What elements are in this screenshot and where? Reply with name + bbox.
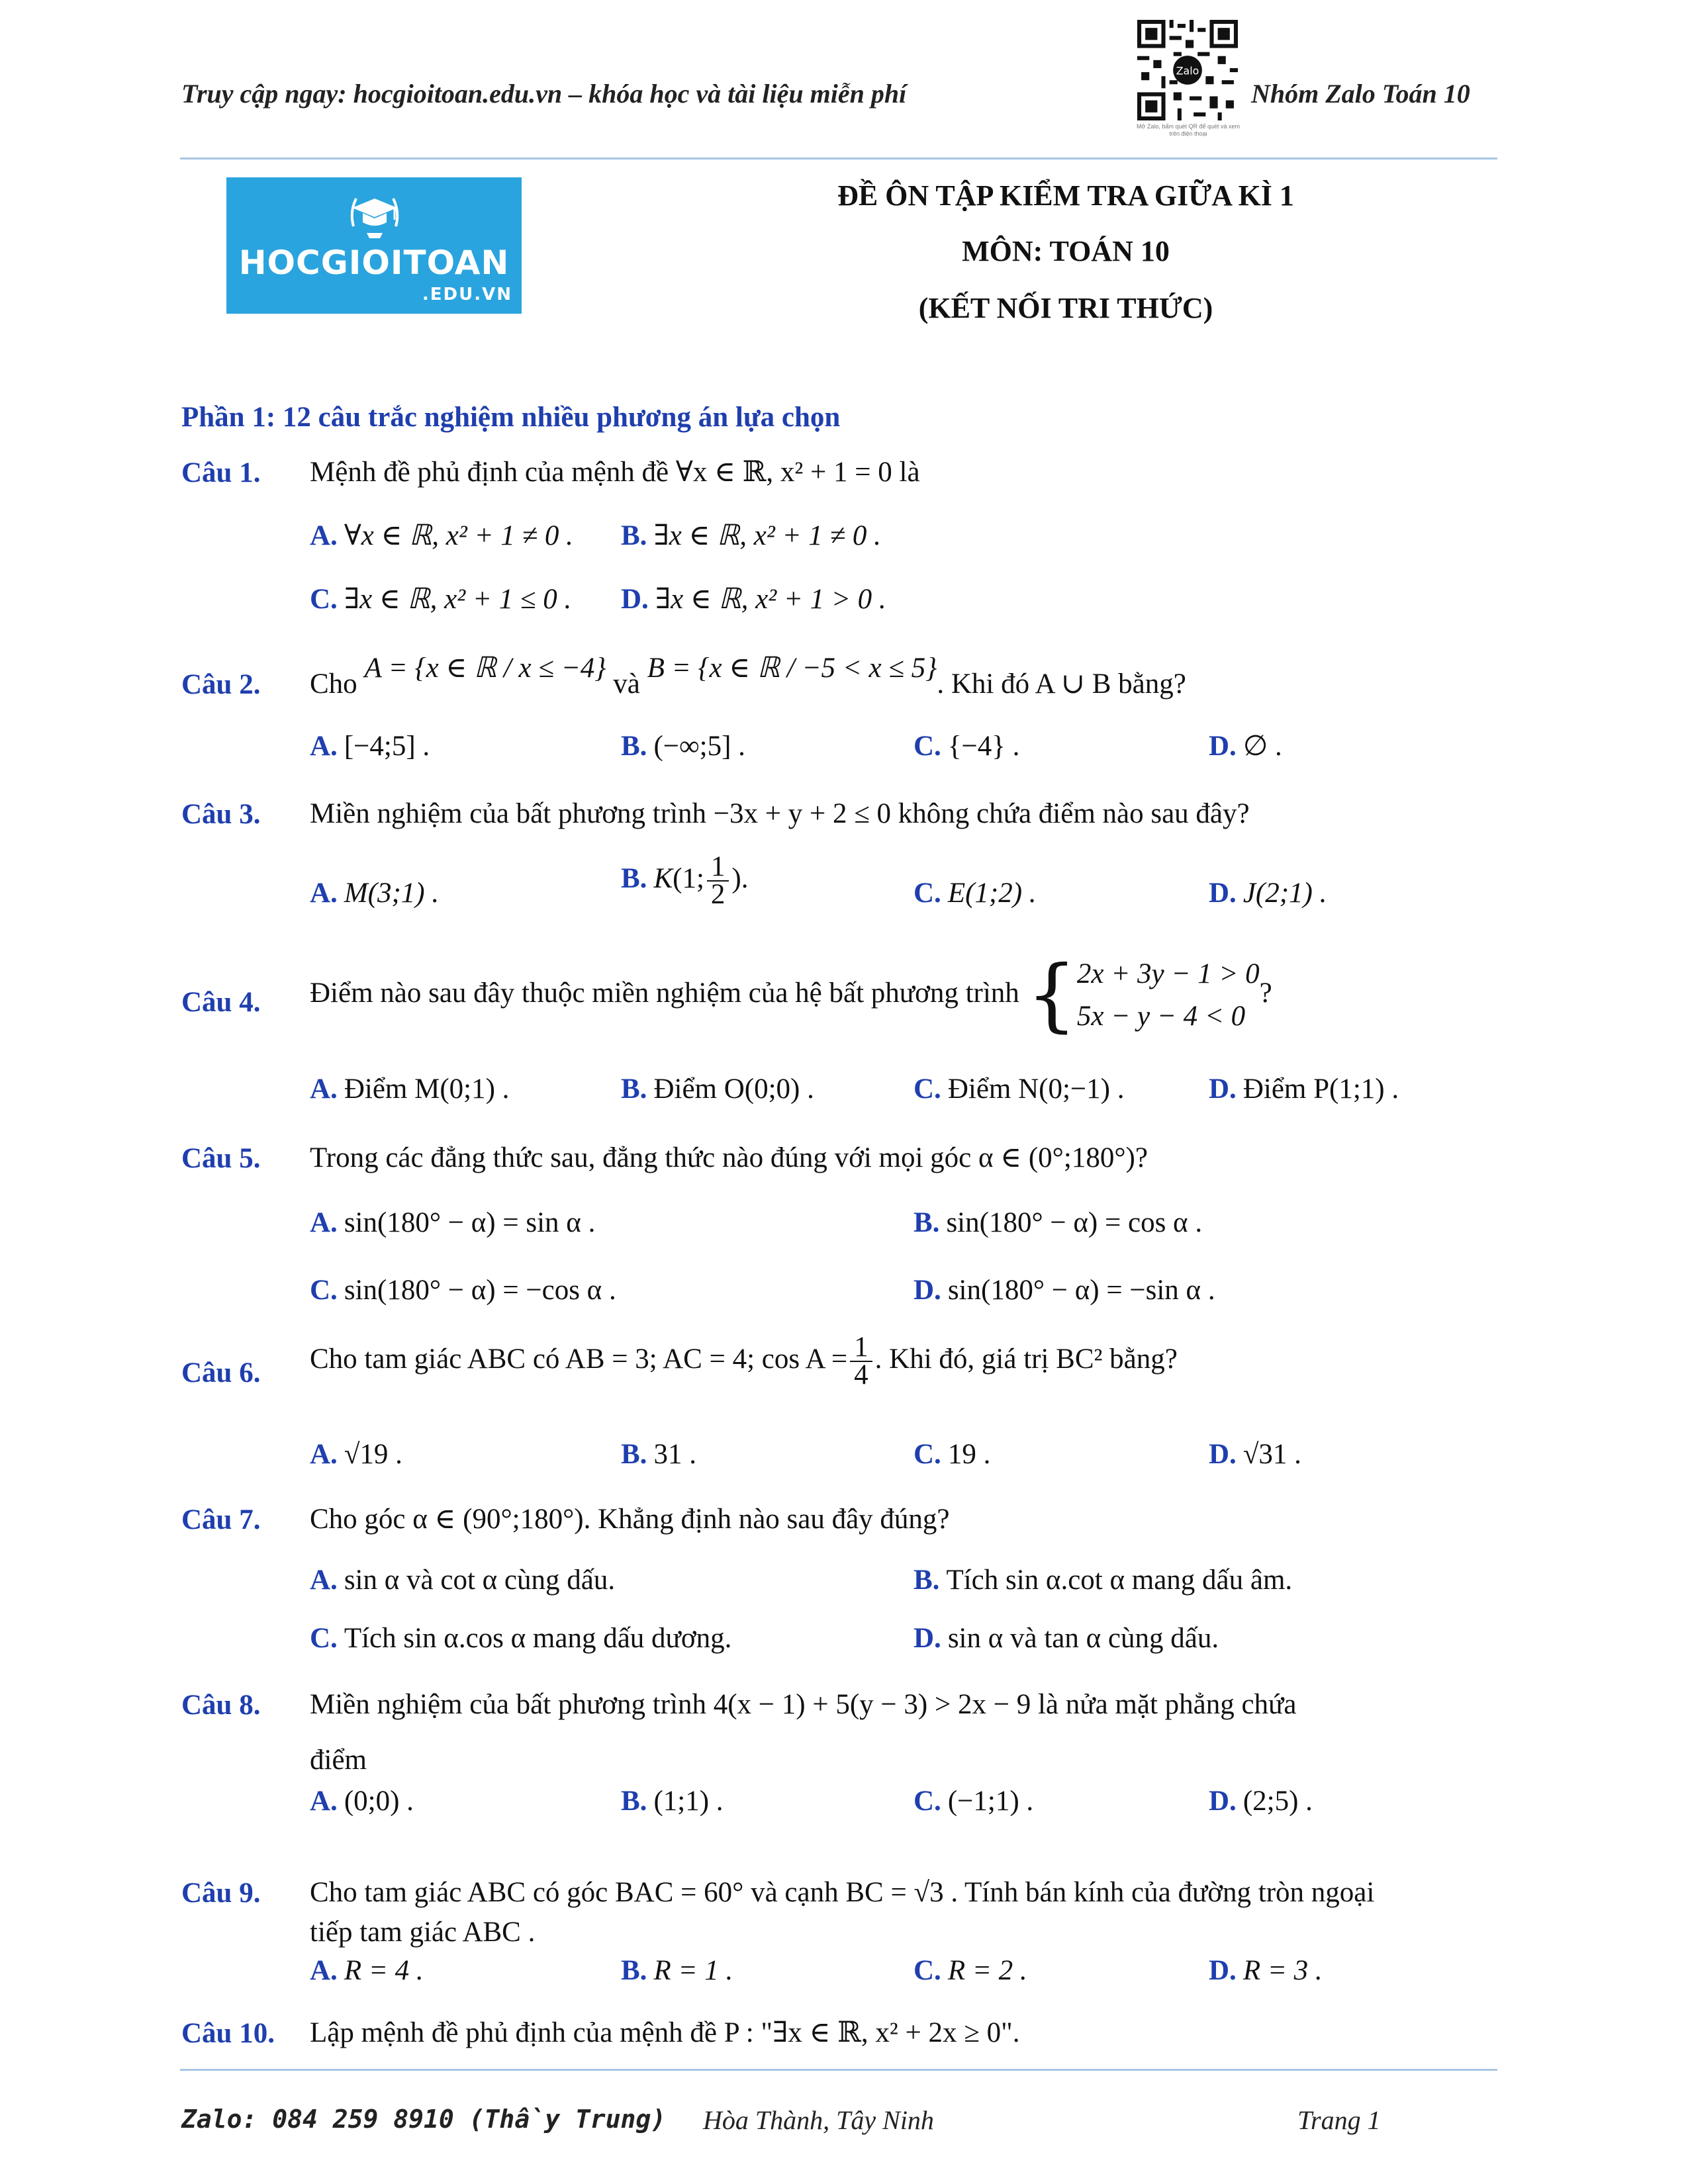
option-c: C. sin(180° − α) = −cos α .: [310, 1275, 616, 1306]
option-d: D. sin(180° − α) = −sin α .: [914, 1275, 1215, 1306]
option-b: B. R = 1 .: [621, 1955, 733, 1986]
footer-page-number: Trang 1: [1297, 2105, 1381, 2135]
exam-series: (KẾT NỐI TRI THỨC): [918, 292, 1213, 324]
option-b: B. Điểm O(0;0) .: [621, 1073, 814, 1105]
option-a: A. sin(180° − α) = sin α .: [310, 1207, 596, 1238]
section-heading: Phần 1: 12 câu trắc nghiệm nhiều phương án lựa chọn: [181, 402, 841, 433]
option-d: D. J(2;1) .: [1209, 878, 1327, 909]
question-text: Trong các đẳng thức sau, đẳng thức nào đúng với mọi góc α ∈ (0°;180°)?: [310, 1142, 1148, 1173]
question-number: Câu 9.: [181, 1878, 261, 1909]
option-a: A. M(3;1) .: [310, 878, 440, 909]
footer-divider: [180, 2069, 1497, 2071]
option-a: A. √19 .: [310, 1439, 402, 1470]
qr-code-icon: [1137, 20, 1238, 120]
logo-brand: HOCGIOITOAN: [238, 244, 510, 282]
option-b: B. K(1; $\frac{1}{2}$ ).: [621, 851, 749, 910]
footer-location: Hòa Thành, Tây Ninh: [703, 2105, 934, 2135]
option-d: D. Điểm P(1;1) .: [1209, 1073, 1399, 1105]
option-c: C. 19 .: [914, 1439, 991, 1470]
header-right-text: Nhóm Zalo Toán 10: [1251, 79, 1470, 109]
exam-subject: MÔN: TOÁN 10: [962, 235, 1170, 267]
question-number: Câu 10.: [181, 2018, 275, 2049]
question-number: Câu 2.: [181, 669, 261, 700]
question-text: Cho tam giác ABC có AB = 3; AC = 4; cos A = $\frac{1}{4}$ . Khi đó, giá trị BC² bằng?: [310, 1332, 1178, 1390]
question-number: Câu 6.: [181, 1357, 261, 1388]
option-b: B. 31 .: [621, 1439, 696, 1470]
question-text-continued: tiếp tam giác ABC .: [310, 1917, 536, 1948]
question-number: Câu 1.: [181, 457, 261, 488]
footer-contact: Zalo: 084 259 8910 (Thầy Trung): [181, 2105, 667, 2134]
option-d: D. R = 3 .: [1209, 1955, 1323, 1986]
option-d: D. ∅ .: [1209, 731, 1282, 762]
option-c: C. {−4} .: [914, 731, 1020, 762]
option-d: D. √31 .: [1209, 1439, 1301, 1470]
question-text: Miền nghiệm của bất phương trình −3x + y + 2 ≤ 0 không chứa điểm nào sau đây?: [310, 798, 1250, 829]
option-d: D. ∃x ∈ ℝ, x² + 1 > 0 .: [621, 584, 886, 615]
option-c: C. ∃x ∈ ℝ, x² + 1 ≤ 0 .: [310, 584, 572, 615]
question-text: Cho tam giác ABC có góc BAC = 60° và cạnh BC = √3 . Tính bán kính của đường tròn ngoại: [310, 1877, 1375, 1908]
option-c: C. Điểm N(0;−1) .: [914, 1073, 1125, 1105]
graduation-cap-icon: [348, 185, 401, 242]
question-number: Câu 4.: [181, 987, 261, 1018]
question-number: Câu 3.: [181, 799, 261, 830]
question-text-continued: điểm: [310, 1745, 367, 1776]
option-a: A. R = 4 .: [310, 1955, 424, 1986]
option-c: C. R = 2 .: [914, 1955, 1027, 1986]
question-number: Câu 5.: [181, 1143, 261, 1174]
question-number: Câu 8.: [181, 1690, 261, 1721]
question-number: Câu 7.: [181, 1504, 261, 1535]
option-b: B. (1;1) .: [621, 1786, 724, 1817]
question-text: Cho A = {x ∈ ℝ / x ≤ −4} và B = {x ∈ ℝ / −5 < x ≤ 5}. Khi đó A ∪ B bằng?: [310, 653, 1186, 700]
question-text: Cho góc α ∈ (90°;180°). Khẳng định nào sau đây đúng?: [310, 1504, 950, 1535]
option-c: C. Tích sin α.cos α mang dấu dương.: [310, 1623, 732, 1654]
question-text: Mệnh đề phủ định của mệnh đề ∀x ∈ ℝ, x² + 1 = 0 là: [310, 457, 920, 488]
option-a: A. [−4;5] .: [310, 731, 430, 762]
logo-subdomain: .EDU.VN: [422, 285, 512, 304]
option-b: B. ∃x ∈ ℝ, x² + 1 ≠ 0 .: [621, 520, 881, 551]
option-a: A. sin α và cot α cùng dấu.: [310, 1565, 616, 1596]
question-text: Điểm nào sau đây thuộc miền nghiệm của hệ bất phương trình {2x + 3y − 1 > 0 5x − y − 4 < 0?: [310, 949, 1272, 1041]
option-a: A. (0;0) .: [310, 1786, 414, 1817]
option-c: C. E(1;2) .: [914, 878, 1037, 909]
logo: [226, 177, 522, 314]
option-a: A. Điểm M(0;1) .: [310, 1073, 510, 1105]
question-text: Miền nghiệm của bất phương trình 4(x − 1) + 5(y − 3) > 2x − 9 là nửa mặt phẳng chứa: [310, 1689, 1297, 1720]
option-d: D. (2;5) .: [1209, 1786, 1313, 1817]
option-b: B. (−∞;5] .: [621, 731, 745, 762]
option-c: C. (−1;1) .: [914, 1786, 1034, 1817]
option-a: A. ∀x ∈ ℝ, x² + 1 ≠ 0 .: [310, 520, 573, 551]
qr-caption: Mở Zalo, bấm quét QR để quét và xem trên điện thoại: [1137, 123, 1240, 137]
option-d: D. sin α và tan α cùng dấu.: [914, 1623, 1219, 1654]
option-b: B. sin(180° − α) = cos α .: [914, 1207, 1203, 1238]
header-divider: [180, 158, 1497, 159]
header-left-text: Truy cập ngay: hocgioitoan.edu.vn – khóa học và tài liệu miễn phí: [181, 79, 907, 109]
qr-center-label: Zalo: [1176, 64, 1199, 77]
option-b: B. Tích sin α.cot α mang dấu âm.: [914, 1565, 1293, 1596]
exam-title: ĐỀ ÔN TẬP KIỂM TRA GIỮA KÌ 1: [837, 179, 1294, 212]
question-text: Lập mệnh đề phủ định của mệnh đề P : "∃x ∈ ℝ, x² + 2x ≥ 0".: [310, 2017, 1020, 2048]
